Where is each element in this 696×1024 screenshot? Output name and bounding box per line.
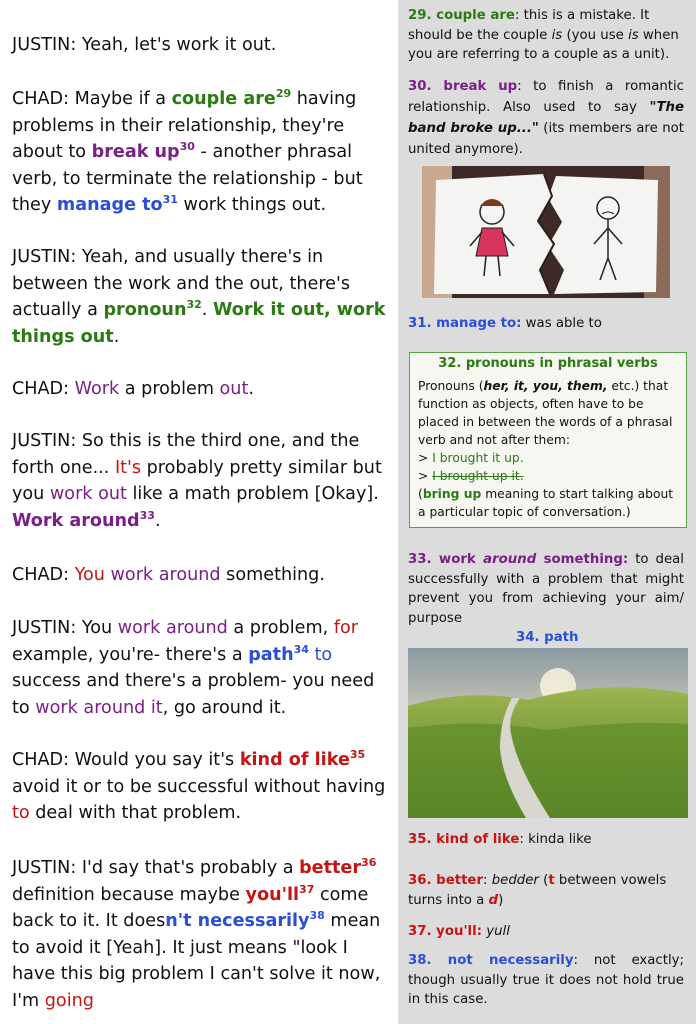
note-heading: 38. not necessarily [408, 953, 574, 968]
note-text: : [483, 873, 492, 888]
dialogue-text: JUSTIN: You [12, 618, 118, 638]
transcript-paragraph [12, 244, 392, 350]
note-heading: 29. couple are [408, 8, 515, 23]
note-heading: 35. kind of like [408, 832, 520, 847]
note-text: : kinda like [519, 832, 592, 847]
note-heading: 37. you'll: [408, 924, 482, 939]
vocab-term: better [299, 858, 362, 878]
vocab-term: work around [117, 618, 228, 638]
dialogue-text: probably pretty similar but you [12, 457, 382, 504]
vocab-term: kind of like [239, 750, 350, 770]
vocab-term: you'll [245, 884, 300, 905]
note-heading: something: [536, 552, 629, 567]
note-29 [408, 6, 684, 65]
note-heading: 36. better [408, 873, 484, 888]
vocab-term: out [219, 379, 249, 399]
vocab-term: pronoun [103, 300, 187, 320]
dialogue-text: like a math problem [Okay]. [126, 484, 379, 504]
note-text: d [488, 892, 499, 908]
dialogue-text: a problem [119, 379, 220, 399]
note-35 [408, 830, 684, 850]
dialogue-text: JUSTIN: So this is the third one, and the forth one... [12, 431, 360, 478]
dialogue-text: , go around it. [162, 697, 287, 718]
note-text: to deal successfully with a problem that might prevent you from achieving your aim/ purpose [408, 552, 684, 626]
note-32 [418, 377, 680, 521]
vocab-term: work around it [35, 697, 163, 718]
dialogue-text: JUSTIN: Yeah, and usually there's in between the work and the out, there's actually a [12, 247, 351, 320]
note-text: etc.) that function as objects, often have to be placed in between the words of a phrasal verb and not after them: [418, 379, 673, 447]
footnote-ref: 31 [162, 193, 178, 207]
note-quote: "The band broke up..." [408, 100, 684, 136]
note-37 [408, 922, 684, 942]
vocab-term: for [333, 618, 358, 638]
dialogue-text: CHAD: [12, 565, 75, 585]
dialogue-text: - another phrasal verb, to terminate the relationship - but they [12, 142, 363, 215]
dialogue-text: JUSTIN: I'd say that's probably a [12, 858, 300, 878]
note-heading: 30. break up [408, 79, 518, 94]
path-landscape-image [408, 648, 688, 818]
footnote-ref: 38 [309, 909, 325, 923]
note-heading: 32. pronouns in phrasal verbs [438, 356, 658, 371]
pronoun-note-box [409, 352, 687, 528]
example-incorrect: I brought up it. [432, 469, 524, 483]
vocab-term: You [74, 565, 105, 585]
footnote-ref: 33 [139, 508, 155, 522]
dialogue-text: success and there's a problem- you need to [12, 671, 375, 718]
dialogue-text: CHAD: Maybe if a [12, 89, 172, 109]
note-30 [408, 76, 684, 160]
transcript-paragraph [12, 855, 392, 1014]
transcript-paragraph [12, 428, 392, 534]
note-text: (its members are not united anymore). [408, 121, 684, 157]
vocab-term: path [248, 644, 294, 665]
note-33 [408, 550, 684, 628]
note-text: is [551, 27, 563, 43]
dialogue-text: JUSTIN: Yeah, let's work it out. [12, 35, 277, 55]
dialogue-text: example, you're- there's a [12, 644, 249, 665]
note-text: : not exactly; though usually true it does not hold true in this case. [408, 953, 684, 1007]
dialogue-text: come back to it. It does [12, 884, 369, 931]
note-text: yull [486, 924, 510, 939]
note-text: ) [498, 892, 504, 908]
vocab-term: work around [104, 565, 221, 585]
vocab-term: going [44, 990, 94, 1011]
note-text: t [548, 873, 555, 888]
dialogue-text: deal with that problem. [29, 803, 242, 823]
note-text: her, it, you, them, [483, 379, 608, 393]
vocab-term: couple are [171, 89, 276, 109]
dialogue-text: a problem, [227, 618, 334, 638]
note-text: ( [418, 487, 423, 501]
example-correct: I brought it up. [432, 451, 524, 465]
note-text: when you are referring to a couple as a unit). [408, 27, 679, 62]
vocab-term: break up [91, 142, 180, 162]
breakup-drawing-image [422, 166, 670, 298]
vocab-term: to [12, 803, 30, 823]
dialogue-text: work things out. [177, 195, 327, 215]
note-34-heading: 34. path [516, 630, 579, 645]
note-text: meaning to start talking about a particular topic of conversation.) [418, 487, 674, 519]
vocab-term: n't necessarily [165, 911, 310, 931]
note-text: > [418, 451, 433, 465]
note-heading: 33. work [408, 552, 484, 567]
note-text: between vowels turns into a [408, 873, 667, 908]
vocab-term: bring up [422, 487, 482, 501]
notes-sidebar [398, 0, 696, 1024]
note-text: Pronouns ( [418, 379, 484, 393]
transcript-paragraph [12, 747, 392, 827]
vocab-term: Work around [12, 510, 140, 531]
note-text: bedder [491, 873, 539, 888]
note-text: ( [538, 873, 549, 888]
transcript-paragraph [12, 86, 392, 219]
dialogue-text: . [154, 510, 161, 531]
note-text: > [418, 469, 433, 483]
vocab-term: Work [74, 379, 120, 399]
transcript-paragraph [12, 32, 392, 59]
dialogue-text: . [248, 379, 254, 399]
transcript-paragraph [12, 615, 392, 721]
dialogue-text: definition because maybe [12, 884, 246, 905]
vocab-term: Work it out, work things out [12, 300, 386, 347]
vocab-term: work out [49, 484, 127, 504]
note-text: : this is a mistake. It should be the couple [408, 8, 650, 43]
transcript-paragraph [12, 376, 392, 403]
dialogue-text: CHAD: [12, 379, 75, 399]
transcript-paragraph [12, 562, 392, 589]
dialogue-text: CHAD: Would you say it's [12, 750, 240, 770]
note-31 [408, 314, 684, 334]
footnote-ref: 37 [299, 882, 315, 896]
footnote-ref: 32 [186, 298, 202, 312]
note-heading: 31. manage to: [408, 316, 522, 331]
note-36 [408, 871, 684, 910]
dialogue-text: having problems in their relationship, they're about to [12, 89, 357, 162]
dialogue-text: avoid it or to be successful without having [12, 776, 386, 797]
footnote-ref: 35 [349, 748, 366, 762]
dialogue-text: something. [220, 565, 325, 585]
note-text: is [628, 27, 639, 43]
dialogue-text: . [113, 326, 120, 347]
note-heading: around [483, 552, 537, 567]
dialogue-text: . [201, 300, 213, 320]
footnote-ref: 30 [179, 140, 195, 154]
vocab-term: to [308, 644, 333, 665]
note-text: (you use [562, 27, 629, 43]
vocab-term: It's [114, 457, 142, 478]
vocab-term: manage to [56, 195, 163, 215]
footnote-ref: 34 [293, 642, 309, 656]
footnote-ref: 36 [361, 856, 377, 870]
footnote-ref: 29 [275, 87, 292, 101]
note-38 [408, 951, 684, 1010]
note-text: : to finish a romantic relationship. Also used to say [408, 79, 684, 115]
note-text: was able to [521, 316, 602, 331]
dialogue-text: mean to avoid it [Yeah]. It just means "look I have this big problem I can't solve it now, I'm [12, 911, 381, 1011]
